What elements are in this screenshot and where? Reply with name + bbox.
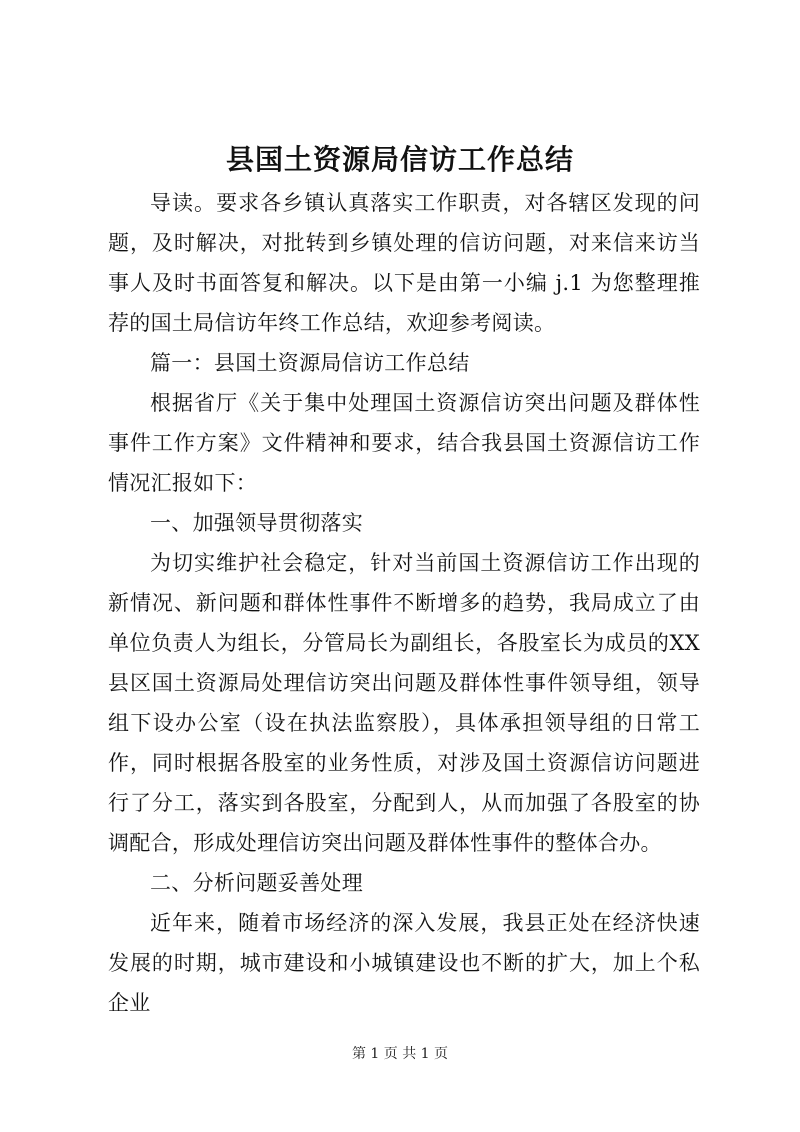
paragraph-basis: 根据省厅《关于集中处理国土资源信访突出问题及群体性事件工作方案》文件精神和要求，结合我县国土资源信访工作情况汇报如下： [108,391,700,495]
page-footer: 第 1 页 共 1 页 [351,1046,449,1062]
paragraph-article-heading: 篇一：县国土资源局信访工作总结 [150,351,470,375]
paragraph-section-2: 近年来，随着市场经济的深入发展，我县正处在经济快速发展的时期，城市建设和小城镇建设也不断的扩大，加上个私企业 [108,911,700,1015]
paragraph-section-1: 为切实维护社会稳定，针对当前国土资源信访工作出现的新情况、新问题和群体性事件不断增多的趋势，我局成立了由单位负责人为组长，分管局长为副组长，各股室长为成员的XX县区国土资源局处理信访突出问题及群体性事件领导组，领导组下设办公室（设在执法监察股），具体承担领导组的日常工作，同时根据各股室的业务性质，对涉及国土资源信访问题进行了分工，落实到各股室，分配到人，从而加强了各股室的协调配合，形成处理信访突出问题及群体性事件的整体合办。 [108,551,700,855]
document-body [108,183,700,1023]
section-heading-1: 一、加强领导贯彻落实 [150,511,363,535]
section-heading-2: 二、分析问题妥善处理 [150,871,363,895]
document-title: 县国土资源局信访工作总结 [225,143,574,176]
paragraph-intro: 导读。要求各乡镇认真落实工作职责，对各辖区发现的问题，及时解决，对批转到乡镇处理的信访问题，对来信来访当事人及时书面答复和解决。以下是由第一小编 j.1 为您整理推荐的国土局信访年终工作总结，欢迎参考阅读。 [108,191,700,335]
